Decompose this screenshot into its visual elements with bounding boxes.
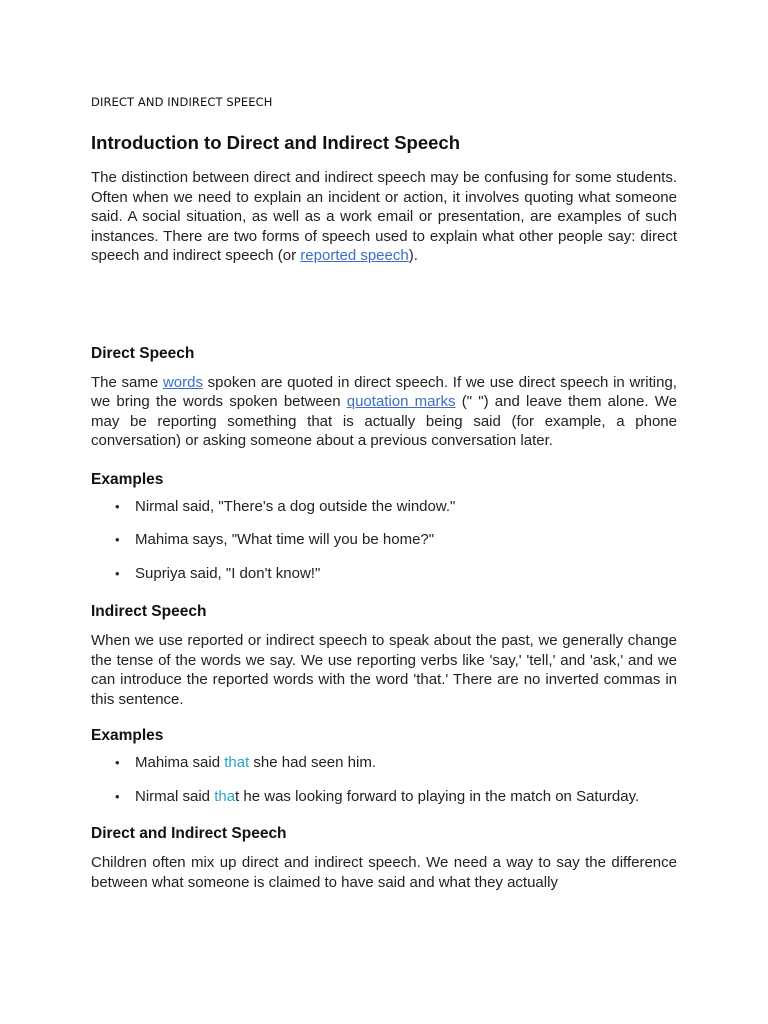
- direct-and-indirect-paragraph: Children often mix up direct and indirect speech. We need a way to say the difference between what someone is claimed to have said and what they actually: [91, 854, 677, 891]
- intro-text-end: ).: [408, 247, 418, 264]
- highlighted-word: that: [224, 754, 250, 771]
- indirect-examples-list: [91, 753, 677, 806]
- reported-speech-link[interactable]: reported speech: [300, 247, 409, 264]
- direct-and-indirect-heading: Direct and Indirect Speech: [91, 825, 287, 842]
- document-label: DIRECT AND INDIRECT SPEECH: [91, 95, 273, 109]
- bullet-icon: •: [115, 565, 120, 581]
- intro-paragraph: [91, 168, 677, 266]
- example-text-end: t he was looking forward to playing in the match on Saturday.: [235, 787, 640, 805]
- document-content: [91, 94, 677, 892]
- direct-text-end: (" ") and leave them alone. We may be reporting something that is actually being said (for example, a phone conversation) or asking someone about a previous conversation later.: [91, 393, 677, 449]
- indirect-examples-heading: Examples: [91, 727, 164, 744]
- list-item: [91, 787, 677, 807]
- example-text: Nirmal said, "There's a dog outside the window.": [135, 497, 456, 515]
- example-text: Supriya said, "I don't know!": [135, 564, 321, 582]
- example-text-start: Nirmal said: [135, 787, 215, 805]
- direct-examples-heading: Examples: [91, 470, 164, 488]
- list-item: [91, 753, 677, 773]
- example-text: Mahima says, "What time will you be home?": [135, 531, 435, 548]
- bullet-icon: •: [115, 498, 120, 514]
- words-link[interactable]: words: [162, 373, 203, 391]
- list-item: [91, 564, 677, 584]
- direct-text-mid: spoken are quoted in direct speech. If we use direct speech in writing, we bring the words spoken between: [91, 373, 677, 410]
- direct-speech-heading: Direct Speech: [91, 344, 195, 362]
- direct-text-start: The same: [91, 373, 163, 391]
- example-text-end: she had seen him.: [249, 754, 376, 771]
- quotation-marks-link[interactable]: quotation marks: [346, 393, 456, 410]
- direct-speech-paragraph: [91, 373, 677, 451]
- highlighted-word: tha: [214, 787, 236, 805]
- bullet-icon: •: [115, 755, 120, 770]
- intro-text-start: The distinction between direct and indirect speech may be confusing for some students. Often when we need to explain an incident or action, it involves quoting what someone said. A social situation, as well as a work email or presentation, are examples of such instances. There are two forms of speech used to explain what other people say: direct speech and indirect speech (or: [91, 169, 677, 264]
- page-title: Introduction to Direct and Indirect Speech: [91, 132, 461, 153]
- direct-examples-list: [91, 497, 677, 584]
- bullet-icon: •: [115, 788, 120, 804]
- indirect-speech-paragraph: When we use reported or indirect speech to speak about the past, we generally change the tense of the words we say. We use reporting verbs like 'say,' 'tell,' and 'ask,' and we can introduce the reported words with the word 'that.' There are no inverted commas in this sentence.: [91, 632, 677, 708]
- bullet-icon: •: [115, 532, 120, 547]
- list-item: [91, 530, 677, 550]
- example-text-start: Mahima said: [135, 754, 225, 771]
- indirect-speech-heading: Indirect Speech: [91, 603, 207, 620]
- list-item: [91, 497, 677, 517]
